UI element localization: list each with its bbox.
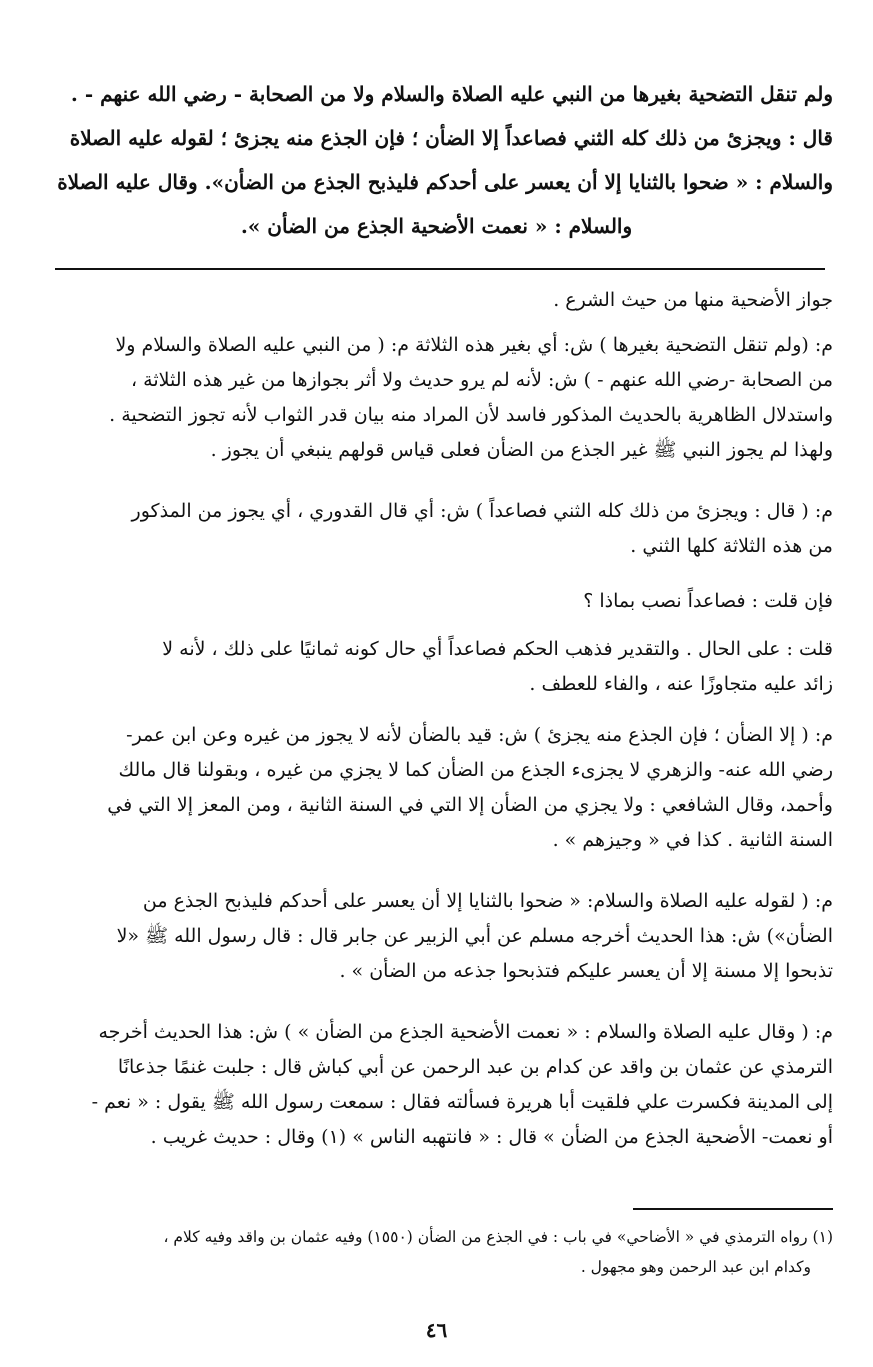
sharh-p7 <box>40 1015 833 1155</box>
sharh-line: م: ( قال : ويجزئ من ذلك كله الثني فصاعداً ) ش: أي قال القدوري ، أي يجوز من المذكور <box>131 500 833 522</box>
footnote-divider <box>633 1208 833 1210</box>
sharh-line: زائد عليه متجاوزًا عنه ، والفاء للعطف . <box>529 673 833 695</box>
sharh-line: قلت : على الحال . والتقدير فذهب الحكم فصاعداً أي حال كونه ثمانيًا على ذلك ، لأنه لا <box>162 638 833 660</box>
sharh-line: م: ( لقوله عليه الصلاة والسلام: « ضحوا بالثنايا إلا أن يعسر على أحدكم فليذبح الجذع من <box>142 890 833 912</box>
sharh-p6 <box>40 884 833 989</box>
sharh-p1 <box>40 328 833 468</box>
matn-line: قال : ويجزئ من ذلك كله الثني فصاعداً إلا الضأن ؛ فإن الجذع منه يجزئ ؛ لقوله عليه الصلاة <box>69 126 833 150</box>
matn-line: والسلام : « ضحوا بالثنايا إلا أن يعسر على أحدكم فليذبح الجذع من الضأن». وقال عليه الصلاة <box>57 170 833 194</box>
sharh-line: الضأن») ش: هذا الحديث أخرجه مسلم عن أبي الزبير عن جابر قال : قال رسول الله ﷺ «لا <box>116 925 833 947</box>
sharh-p2 <box>40 494 833 564</box>
sharh-line: ولهذا لم يجوز النبي ﷺ غير الجذع من الضأن فعلى قياس قولهم ينبغي أن يجوز . <box>210 439 833 461</box>
sharh-line: م: ( وقال عليه الصلاة والسلام : « نعمت الأضحية الجذع من الضأن » ) ش: هذا الحديث أخرجه <box>98 1021 833 1043</box>
matn-line: والسلام : « نعمت الأضحية الجذع من الضأن ». <box>240 214 633 238</box>
matn-line: ولم تنقل التضحية بغيرها من النبي عليه الصلاة والسلام ولا من الصحابة - رضي الله عنهم - . <box>70 82 833 106</box>
sharh-line: تذبحوا إلا مسنة إلا أن يعسر عليكم فتذبحوا جذعه من الضأن » . <box>339 960 833 982</box>
sharh-line: جواز الأضحية منها من حيث الشرع . <box>553 289 833 311</box>
sharh-line: الترمذي عن عثمان بن واقد عن كدام بن عبد الرحمن عن أبي كباش قال : جلبت غنمًا جذعانًا <box>117 1056 833 1078</box>
sharh-p0 <box>40 283 833 318</box>
sharh-line: أو نعمت- الأضحية الجذع من الضأن » قال : « فانتهبه الناس » (١) وقال : حديث غريب . <box>150 1126 833 1148</box>
sharh-line: من هذه الثلاثة كلها الثني . <box>630 535 833 557</box>
sharh-line: من الصحابة -رضي الله عنهم - ) ش: لأنه لم يرو حديث ولا أثر بجوازها من غير هذه الثلاثة ، <box>130 369 833 391</box>
sharh-line: رضي الله عنه- والزهري لا يجزىء الجذع من الضأن كما لا يجزي من غيره ، وبقولنا قال مالك <box>118 759 833 781</box>
sharh-line: واستدلال الظاهرية بالحديث المذكور فاسد لأن المراد منه بيان قدر الثواب لأنه تجوز التضحية . <box>109 404 833 426</box>
sharh-line: وأحمد، وقال الشافعي : ولا يجزي من الضأن إلا التي في السنة الثانية ، ومن المعز إلا التي في <box>107 794 833 816</box>
sharh-line: فإن قلت : فصاعداً نصب بماذا ؟ <box>583 590 833 612</box>
page-number: ٤٦ <box>425 1318 448 1342</box>
matn-text <box>40 72 833 248</box>
sharh-p4 <box>40 632 833 702</box>
sharh-line: إلى المدينة فكسرت علي فلقيت أبا هريرة فسألته فقال : سمعت رسول الله ﷺ يقول : « نعم - <box>91 1091 833 1113</box>
footnote <box>40 1222 833 1282</box>
matn-divider <box>55 268 825 270</box>
sharh-line: م: (ولم تنقل التضحية بغيرها ) ش: أي بغير هذه الثلاثة م: ( من النبي عليه الصلاة والسلام ولا <box>115 334 833 356</box>
sharh-p3 <box>40 584 833 619</box>
sharh-p5 <box>40 718 833 858</box>
footnote-line: (١) رواه الترمذي في « الأضاحي» في باب : في الجذع من الضأن (١٥٥٠) وفيه عثمان بن واقد وفيه كلام ، <box>163 1228 833 1246</box>
footnote-line: وكدام ابن عبد الرحمن وهو مجهول . <box>580 1258 811 1276</box>
sharh-line: السنة الثانية . كذا في « وجيزهم » . <box>552 829 833 851</box>
sharh-line: م: ( إلا الضأن ؛ فإن الجذع منه يجزئ ) ش: قيد بالضأن لأنه لا يجوز من غيره وعن ابن عمر- <box>126 724 833 746</box>
